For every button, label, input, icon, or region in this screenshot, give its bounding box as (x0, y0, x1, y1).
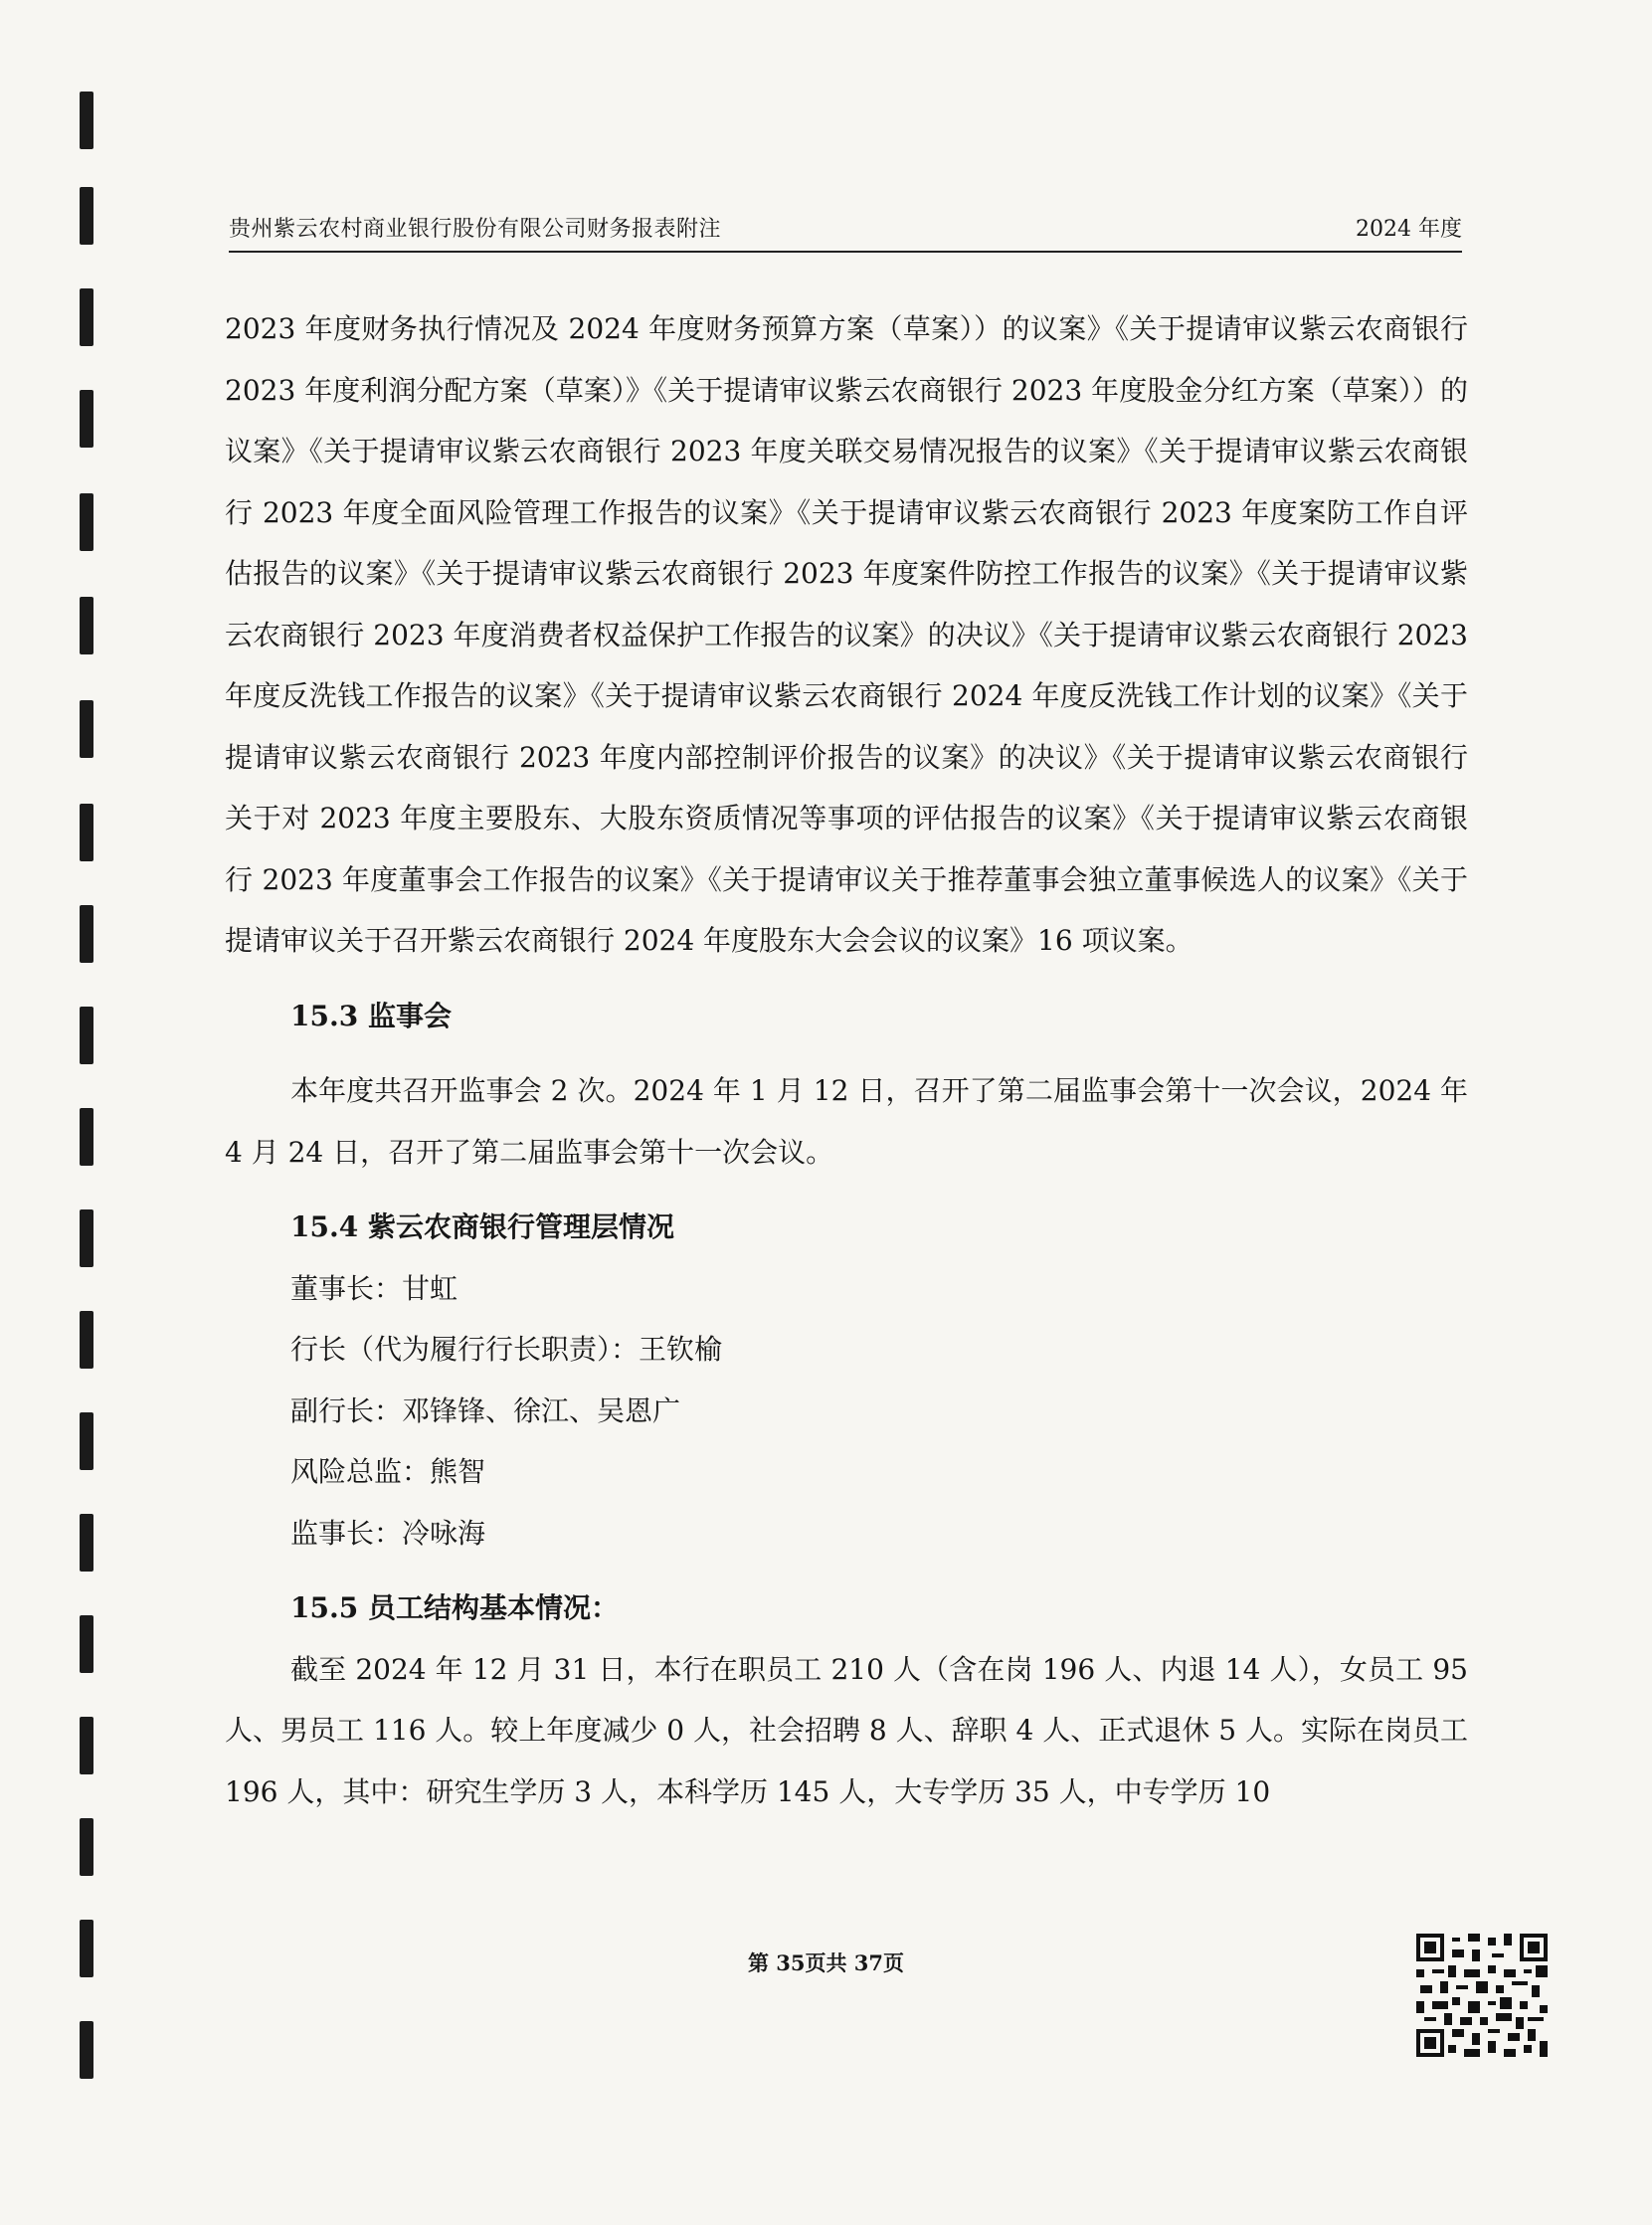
section-15-5-heading: 15.5 员工结构基本情况： (290, 1591, 619, 1624)
header-company: 贵州紫云农村商业银行股份有限公司财务报表附注 (229, 217, 722, 242)
qr-code-icon (1416, 1934, 1548, 2057)
section-15-4-heading: 15.4 紫云农商银行管理层情况 (290, 1210, 674, 1243)
management-item: 董事长：甘虹 (290, 1271, 459, 1305)
binding-holes (80, 92, 97, 2140)
management-item: 监事长：冷咏海 (290, 1516, 486, 1550)
section-15-3-text: 本年度共召开监事会 2 次。2024 年 1 月 12 日，召开了第二届监事会第十一次会议，2024 年 4 月 24 日，召开了第二届监事会第十一次会议。 (225, 1074, 1468, 1169)
header-year: 2024 年度 (1356, 217, 1462, 242)
continuation-paragraph: 2023 年度财务执行情况及 2024 年度财务预算方案（草案））的议案》《关于提请审议紫云农商银行 2023 年度利润分配方案（草案）》《关于提请审议紫云农商银行 2023 年度股金分红方案（草案））的议案》《关于提请审议紫云农商银行 2023 年度关联交易情况报告的议案》《关于提请审议紫云农商银行 2023 年度全面风险管理工作报告的议案》《关于提请审议紫云农商银行 2023 年度案防工作自评估报告的议案》《关于提请审议紫云农商银行 2023 年度案件防控工作报告的议案》《关于提请审议紫云农商银行 2023 年度消费者权益保护工作报告的议案》的决议》《关于提请审议紫云农商银行 2023 年度反洗钱工作报告的议案》《关于提请审议紫云农商银行 2024 年度反洗钱工作计划的议案》《关于提请审议紫云农商银行 2023 年度内部控制评价报告的议案》的决议》《关于提请审议紫云农商银行关于对 2023 年度主要股东、大股东资质情况等事项的评估报告的议案》《关于提请审议紫云农商银行 2023 年度董事会工作报告的议案》《关于提请审议关于推荐董事会独立董事候选人的议案》《关于提请审议关于召开紫云农商银行 2024 年度股东大会会议的议案》16 项议案。 (225, 312, 1468, 957)
page-number: 第 35页共 37页 (747, 1950, 905, 1975)
management-item: 风险总监：熊智 (290, 1455, 486, 1488)
page-body (225, 298, 1468, 1822)
management-item: 副行长：邓锋锋、徐江、吴恩广 (290, 1393, 681, 1427)
management-item: 行长（代为履行行长职责）：王钦榆 (290, 1333, 723, 1366)
page-header (229, 211, 1462, 253)
section-15-5-text: 截至 2024 年 12 月 31 日，本行在职员工 210 人（含在岗 196 人、内退 14 人），女员工 95 人、男员工 116 人。较上年度减少 0 人，社会招聘 8 人、辞职 4 人、正式退休 5 人。实际在岗员工 196 人，其中：研究生学历 3 人，本科学历 145 人，大专学历 35 人，中专学历 10 (225, 1652, 1468, 1808)
section-15-3-heading: 15.3 监事会 (290, 999, 452, 1032)
